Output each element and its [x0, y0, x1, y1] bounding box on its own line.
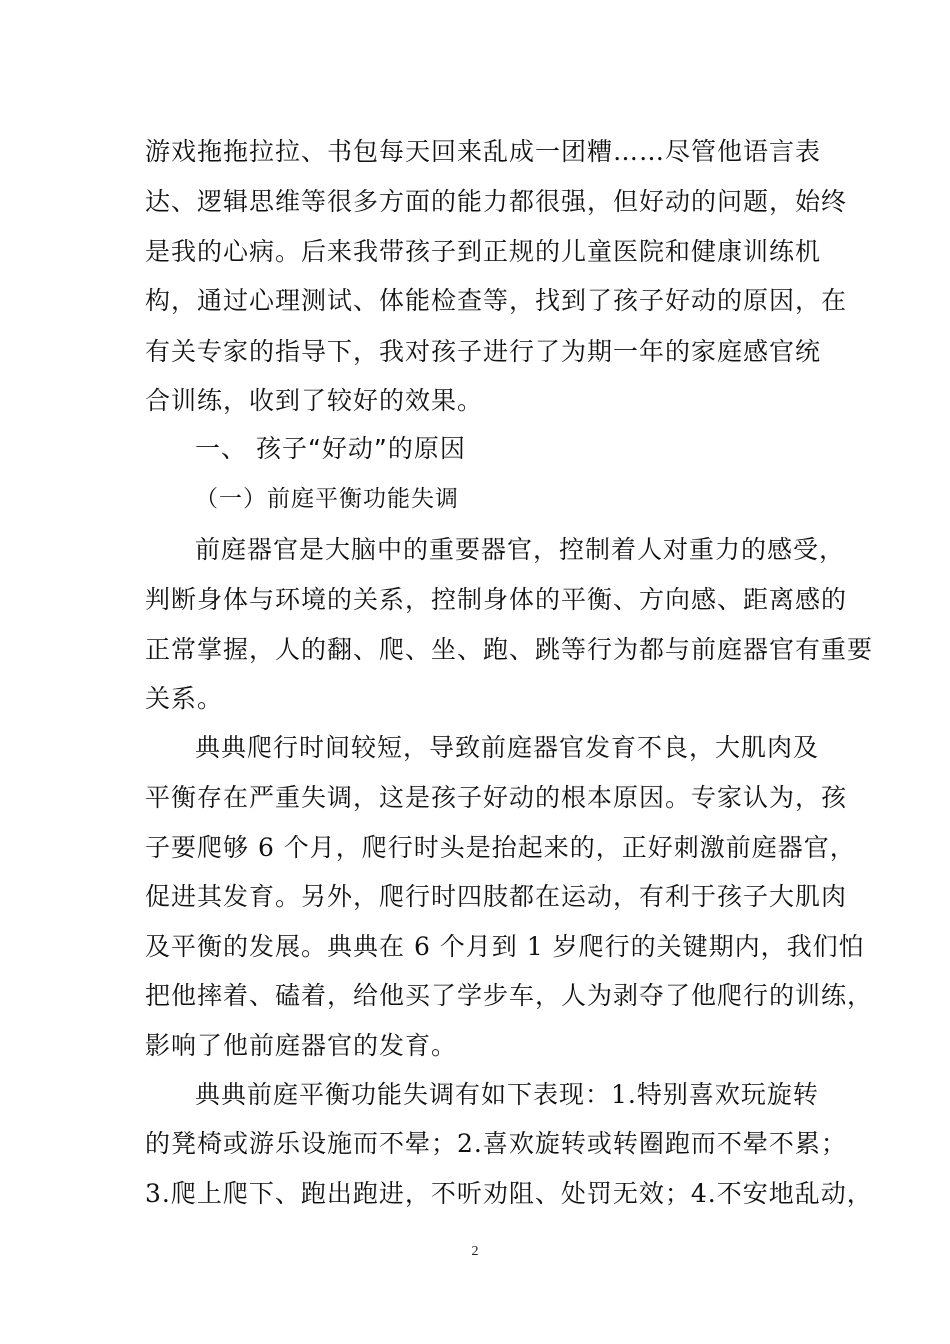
body-text-line: 有关专家的指导下，我对孩子进行了为期一年的家庭感官统: [145, 337, 822, 366]
body-text-line: 游戏拖拖拉拉、书包每天回来乱成一团糟……尽管他语言表: [145, 137, 822, 166]
paragraph-line: 典典前庭平衡功能失调有如下表现：1.特别喜欢玩旋转: [195, 1080, 819, 1109]
body-text-line: 达、逻辑思维等很多方面的能力都很强，但好动的问题，始终: [145, 187, 848, 216]
paragraph-line: 平衡存在严重失调，这是孩子好动的根本原因。专家认为，孩: [145, 783, 848, 812]
body-text-line: 是我的心病。后来我带孩子到正规的儿童医院和健康训练机: [145, 237, 822, 266]
paragraph-line: 把他摔着、磕着，给他买了学步车，人为剥夺了他爬行的训练，: [145, 981, 874, 1010]
section-heading: 一、 孩子“好动”的原因: [195, 434, 466, 463]
paragraph-line: 子要爬够 6 个月，爬行时头是抬起来的，正好刺激前庭器官，: [145, 833, 856, 862]
paragraph-line: 典典爬行时间较短，导致前庭器官发育不良，大肌肉及: [195, 733, 820, 762]
paragraph-line: 促进其发育。另外，爬行时四肢都在运动，有利于孩子大肌肉: [145, 882, 848, 911]
subsection-heading: （一）前庭平衡功能失调: [195, 486, 459, 512]
body-text-line: 构，通过心理测试、体能检查等，找到了孩子好动的原因，在: [145, 286, 848, 315]
paragraph-line: 影响了他前庭器官的发育。: [145, 1031, 458, 1060]
paragraph-line: 3.爬上爬下、跑出跑进，不听劝阻、处罚无效；4.不安地乱动，: [145, 1179, 873, 1208]
paragraph-line: 判断身体与环境的关系，控制身体的平衡、方向感、距离感的: [145, 585, 848, 614]
body-text-line: 合训练，收到了较好的效果。: [145, 386, 484, 415]
paragraph-line: 前庭器官是大脑中的重要器官，控制着人对重力的感受，: [195, 535, 846, 564]
paragraph-line: 的凳椅或游乐设施而不晕；2.喜欢旋转或转圈跑而不晕不累；: [145, 1129, 847, 1158]
paragraph-line: 关系。: [145, 684, 224, 713]
paragraph-line: 及平衡的发展。典典在 6 个月到 1 岁爬行的关键期内，我们怕: [145, 932, 865, 961]
page-number: 2: [471, 1244, 479, 1259]
paragraph-line: 正常掌握，人的翻、爬、坐、跑、跳等行为都与前庭器官有重要: [145, 635, 874, 664]
